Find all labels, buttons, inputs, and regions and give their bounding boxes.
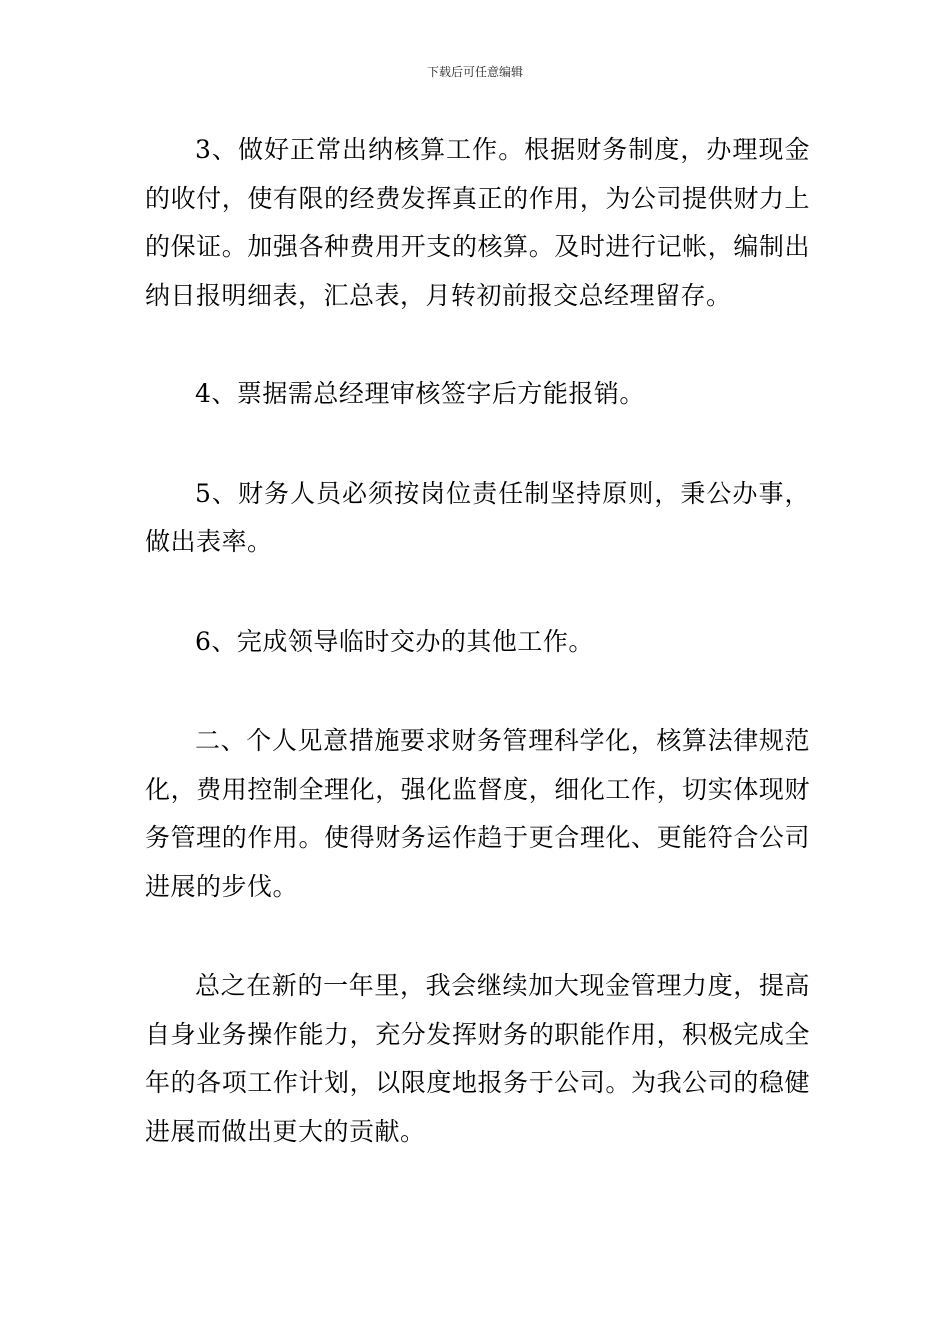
page-header-note: 下载后可任意编辑 [426, 65, 523, 79]
document-body [145, 126, 810, 1156]
paragraph-item-5: 5、财务人员必须按岗位责任制坚持原则，秉公办事，做出表率。 [145, 478, 810, 556]
paragraph-item-6: 6、完成领导临时交办的其他工作。 [195, 626, 594, 656]
paragraph-conclusion: 总之在新的一年里，我会继续加大现金管理力度，提高自身业务操作能力，充分发挥财务的职能作用，积极完成全年的各项工作计划，以限度地报务于公司。为我公司的稳健进展而做出更大的贡献。 [145, 971, 810, 1146]
paragraph-section-two: 二、个人见意措施要求财务管理科学化，核算法律规范化，费用控制全理化，强化监督度，细化工作，切实体现财务管理的作用。使得财务运作趋于更合理化、更能符合公司进展的步伐。 [145, 726, 810, 901]
paragraph-item-3: 3、做好正常出纳核算工作。根据财务制度，办理现金的收付，使有限的经费发挥真正的作用，为公司提供财力上的保证。加强各种费用开支的核算。及时进行记帐，编制出纳日报明细表，汇总表，月转初前报交总经理留存。 [145, 135, 810, 310]
paragraph-item-4: 4、票据需总经理审核签字后方能报销。 [195, 379, 645, 408]
